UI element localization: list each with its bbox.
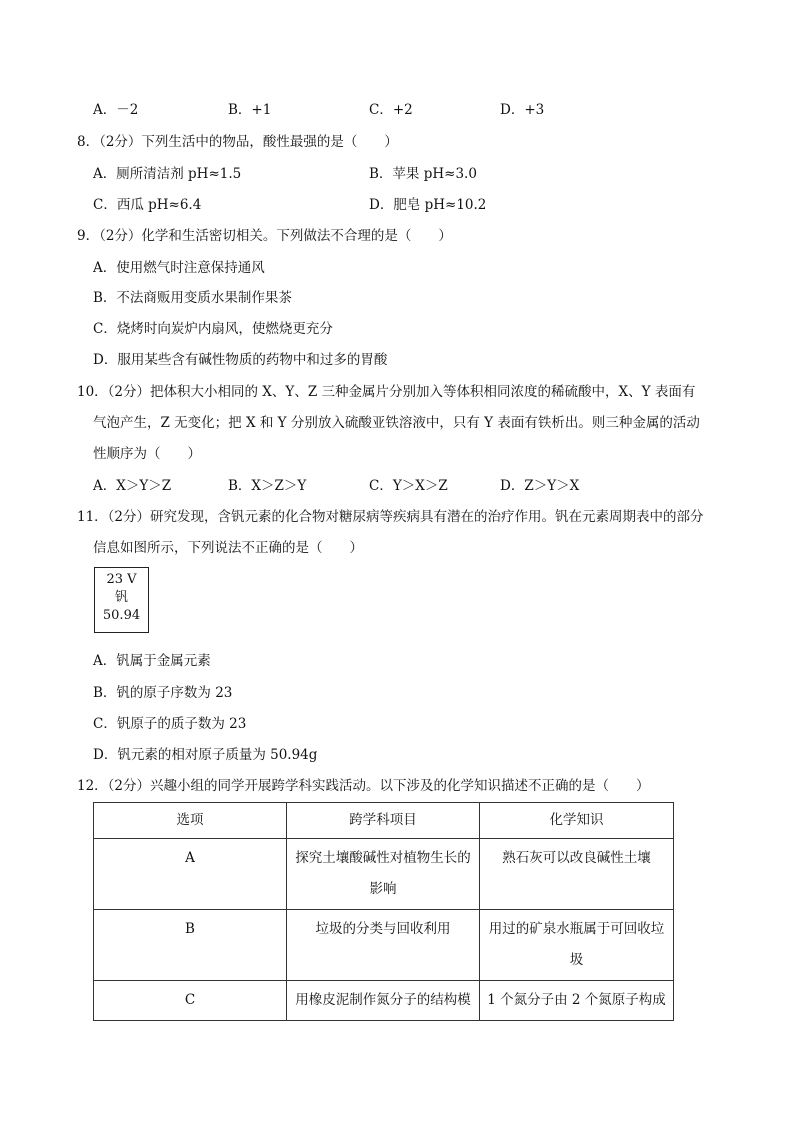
q8-option-d[interactable]: D．肥皂 pH≈10.2 xyxy=(369,197,487,213)
q7-option-d[interactable]: D．+3 xyxy=(500,102,545,118)
q12-table xyxy=(93,802,674,1021)
q10-stem-line3: 性顺序为（ ） xyxy=(93,446,201,462)
table-cell-option: A xyxy=(94,839,287,910)
q10-option-a[interactable]: A．X＞Y＞Z xyxy=(93,478,172,494)
q9-option-c[interactable]: C．烧烤时向炭炉内扇风，使燃烧更充分 xyxy=(93,321,333,337)
q8-option-b[interactable]: B．苹果 pH≈3.0 xyxy=(369,166,477,182)
table-header-row xyxy=(94,803,674,839)
q11-option-b[interactable]: B．钒的原子序数为 23 xyxy=(93,685,233,701)
q11-stem-line2: 信息如图所示，下列说法不正确的是（ ） xyxy=(93,540,363,556)
q11-option-c[interactable]: C．钒原子的质子数为 23 xyxy=(93,716,247,732)
table-cell-knowledge: 1 个氮分子由 2 个氮原子构成 xyxy=(480,981,674,1021)
table-row[interactable] xyxy=(94,981,674,1021)
table-header-knowledge: 化学知识 xyxy=(480,803,674,839)
table-header-project: 跨学科项目 xyxy=(287,803,480,839)
q10-option-c[interactable]: C．Y＞X＞Z xyxy=(369,478,448,494)
table-cell-project: 垃圾的分类与回收利用 xyxy=(287,910,480,981)
q8-stem: 8．（2分）下列生活中的物品，酸性最强的是（ ） xyxy=(77,134,398,150)
q12-stem: 12．（2分）兴趣小组的同学开展跨学科实践活动。以下涉及的化学知识描述不正确的是（ ） xyxy=(77,778,650,794)
table-row[interactable] xyxy=(94,910,674,981)
q9-option-a[interactable]: A．使用燃气时注意保持通风 xyxy=(93,260,265,276)
q10-option-d[interactable]: D．Z＞Y＞X xyxy=(500,478,580,494)
element-name: 钒 xyxy=(114,590,128,605)
table-cell-project: 用橡皮泥制作氮分子的结构模 xyxy=(287,981,480,1021)
table-cell-option: C xyxy=(94,981,287,1021)
element-card-vanadium xyxy=(94,567,149,633)
table-cell-knowledge: 熟石灰可以改良碱性土壤 xyxy=(480,839,674,910)
table-cell-option: B xyxy=(94,910,287,981)
element-number-symbol: 23 V xyxy=(106,572,137,587)
q10-stem-line1: 10．（2分）把体积大小相同的 X、Y、Z 三种金属片分别加入等体积相同浓度的稀硫酸中，X、Y 表面有 xyxy=(77,384,696,400)
table-cell-project: 探究土壤酸碱性对植物生长的影响 xyxy=(287,839,480,910)
q10-options xyxy=(93,476,733,496)
table-cell-knowledge: 用过的矿泉水瓶属于可回收垃圾 xyxy=(480,910,674,981)
q11-stem-line1: 11．（2分）研究发现，含钒元素的化合物对糖尿病等疾病具有潜在的治疗作用。钒在元素周期表中的部分 xyxy=(77,509,704,525)
q8-option-c[interactable]: C．西瓜 pH≈6.4 xyxy=(93,197,202,213)
q11-option-a[interactable]: A．钒属于金属元素 xyxy=(93,653,211,669)
q8-options-row2 xyxy=(93,195,733,215)
q10-stem-line2: 气泡产生，Z 无变化；把 X 和 Y 分别放入硫酸亚铁溶液中，只有 Y 表面有铁析出。则三种金属的活动 xyxy=(93,415,700,431)
q7-option-c[interactable]: C．+2 xyxy=(369,102,413,118)
q7-option-b[interactable]: B．+1 xyxy=(228,102,272,118)
q7-option-a[interactable]: A．－2 xyxy=(93,102,139,118)
q9-stem: 9．（2分）化学和生活密切相关。下列做法不合理的是（ ） xyxy=(77,228,452,244)
q8-options-row1 xyxy=(93,164,733,184)
q10-option-b[interactable]: B．X＞Z＞Y xyxy=(228,478,307,494)
q9-option-d[interactable]: D．服用某些含有碱性物质的药物中和过多的胃酸 xyxy=(93,352,388,368)
table-row[interactable] xyxy=(94,839,674,910)
q8-option-a[interactable]: A．厕所清洁剂 pH≈1.5 xyxy=(93,166,242,182)
table-header-option: 选项 xyxy=(94,803,287,839)
element-mass: 50.94 xyxy=(102,608,141,623)
q11-option-d[interactable]: D．钒元素的相对原子质量为 50.94g xyxy=(93,747,318,763)
q9-option-b[interactable]: B．不法商贩用变质水果制作果茶 xyxy=(93,290,292,306)
q7-options xyxy=(93,100,733,120)
